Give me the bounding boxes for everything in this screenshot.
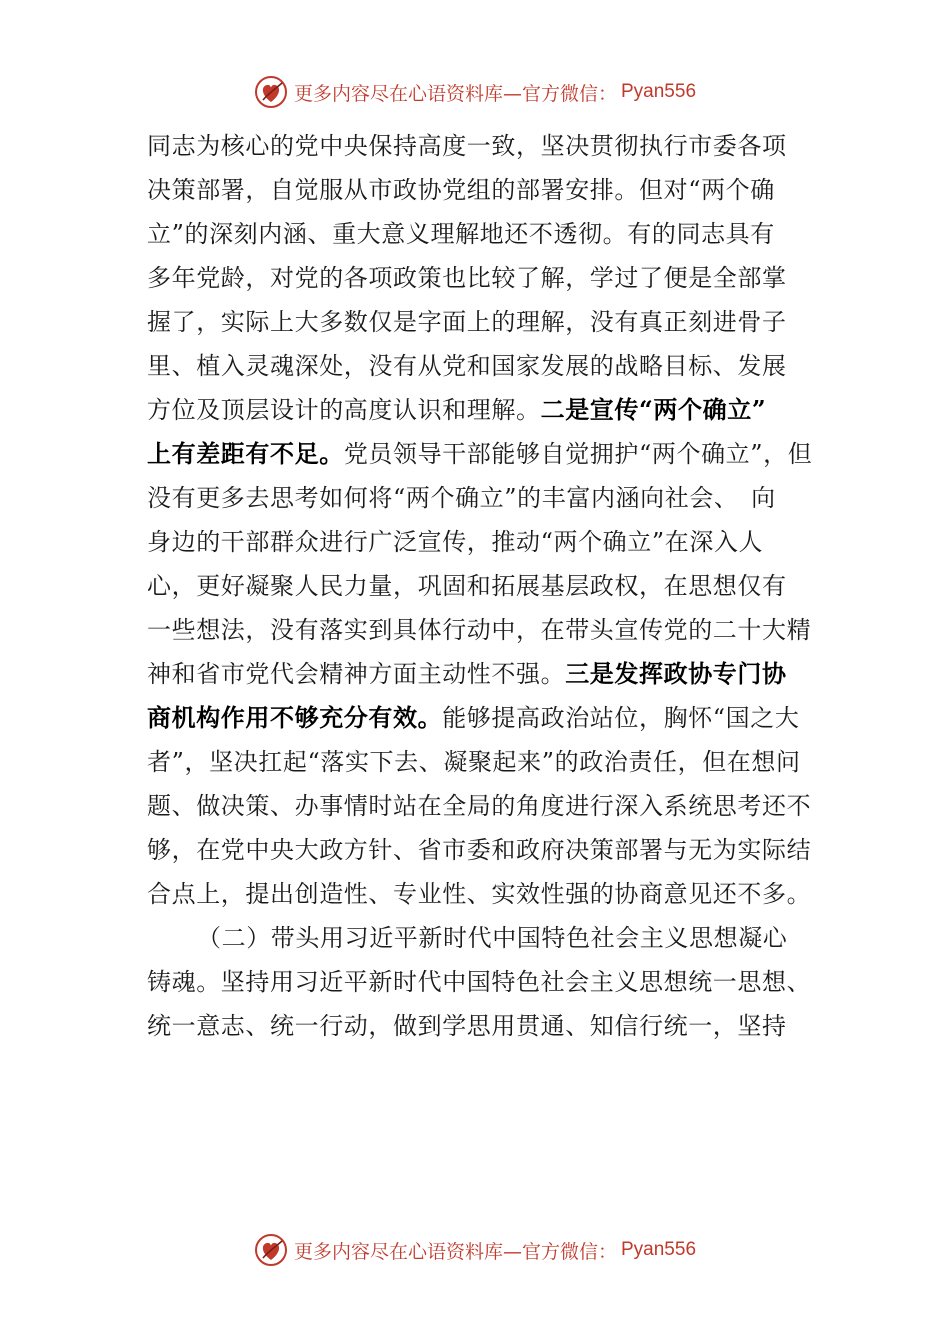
header-watermark (0, 72, 950, 112)
text-line (147, 696, 827, 740)
footer-handle: Pyan556 (621, 1239, 697, 1260)
text-line: 里、植入灵魂深处，没有从党和国家发展的战略目标、发展 (147, 352, 787, 380)
text-line: 身边的干部群众进行广泛宣传，推动“两个确立”在深入人 (147, 528, 764, 556)
header-text: 更多内容尽在心语资料库—官方微信： (293, 82, 617, 105)
bold-heading-three: 三是发挥政协专门协 (565, 659, 787, 688)
text-line: 一些想法，没有落实到具体行动中，在带头宣传党的二十大精 (147, 616, 812, 644)
text-run: 方位及顶层设计的高度认识和理解。 (147, 396, 541, 424)
text-line: 没有更多去思考如何将“两个确立”的丰富内涵向社会、 向 (147, 484, 776, 512)
footer-text: 更多内容尽在心语资料库—官方微信： (293, 1240, 617, 1263)
text-line: 者”，坚决扛起“落实下去、凝聚起来”的政治责任，但在想问 (147, 748, 801, 776)
text-line: 同志为核心的党中央保持高度一致，坚决贯彻执行市委各项 (147, 132, 787, 160)
text-line: 合点上，提出创造性、专业性、实效性强的协商意见还不多。 (147, 880, 812, 908)
text-line: 握了，实际上大多数仅是字面上的理解，没有真正刻进骨子 (147, 308, 787, 336)
text-line (147, 652, 827, 696)
text-line: 够，在党中央大政方针、省市委和政府决策部署与无为实际结 (147, 836, 812, 864)
text-line: 多年党龄，对党的各项政策也比较了解，学过了便是全部掌 (147, 264, 787, 292)
text-run: 神和省市党代会精神方面主动性不强。 (147, 660, 566, 688)
text-line: 统一意志、统一行动，做到学思用贯通、知信行统一，坚持 (147, 1012, 787, 1040)
text-line: 心，更好凝聚人民力量，巩固和拓展基层政权，在思想仅有 (147, 572, 787, 600)
section-heading-line: （二）带头用习近平新时代中国特色社会主义思想凝心 (197, 924, 788, 952)
bold-heading-two-cont: 上有差距有不足。 (147, 439, 344, 468)
text-line: 立”的深刻内涵、重大意义理解地还不透彻。有的同志具有 (147, 220, 775, 248)
bold-heading-two: 二是宣传“两个确立” (540, 395, 767, 424)
text-run: 能够提高政治站位，胸怀“国之大 (442, 704, 800, 732)
footer-watermark (0, 1230, 950, 1270)
heart-leaf-logo-icon (254, 75, 288, 109)
text-line: 题、做决策、办事情时站在全局的角度进行深入系统思考还不 (147, 792, 812, 820)
header-handle: Pyan556 (621, 81, 697, 102)
text-line (147, 388, 827, 432)
heart-leaf-logo-icon (254, 1233, 288, 1267)
text-line (147, 432, 827, 476)
text-line: 铸魂。坚持用习近平新时代中国特色社会主义思想统一思想、 (147, 968, 812, 996)
text-line: 决策部署，自觉服从市政协党组的部署安排。但对“两个确 (147, 176, 775, 204)
text-run: 党员领导干部能够自觉拥护“两个确立”，但 (343, 440, 813, 468)
bold-heading-three-cont: 商机构作用不够充分有效。 (147, 703, 443, 732)
